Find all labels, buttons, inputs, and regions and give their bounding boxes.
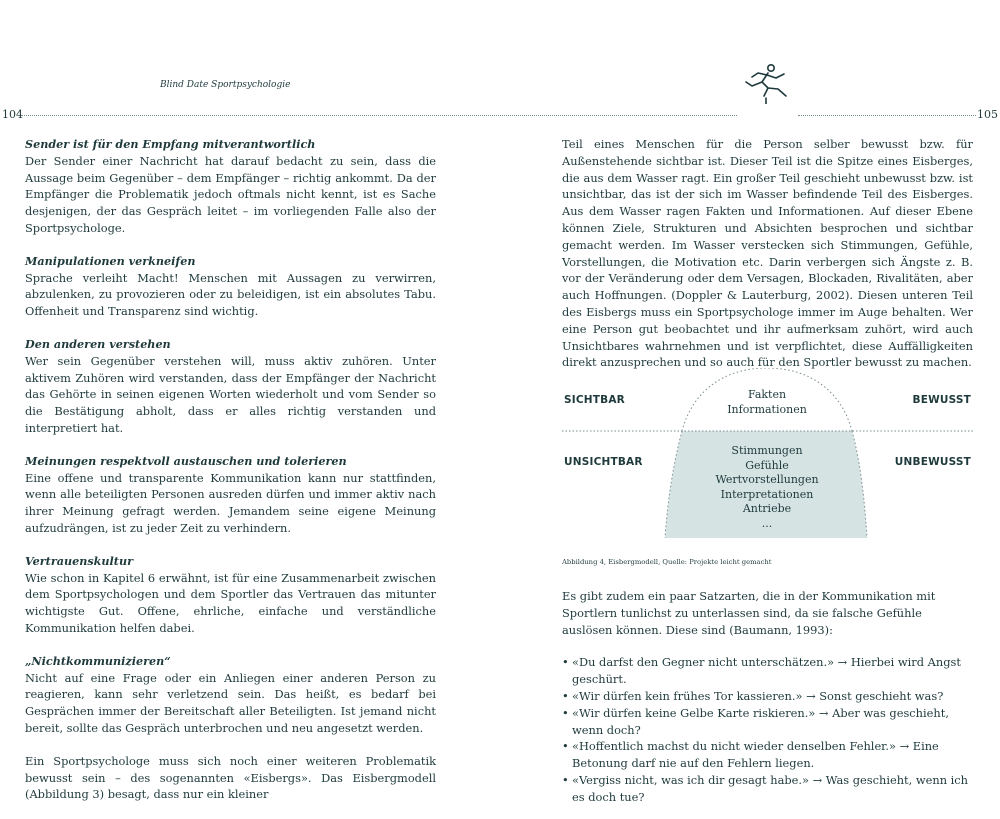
- iceberg-item: Antriebe: [742, 502, 792, 516]
- section-block: [25, 653, 436, 737]
- iceberg-item: Gefühle: [745, 458, 789, 472]
- list-item: [562, 738, 973, 772]
- label-unbewusst: UNBEWUSST: [894, 456, 971, 468]
- list-item-text: «Hoffentlich machst du nicht wieder denselben Fehler.» → Eine Betonung darf nie auf den Fehlern liegen.: [572, 739, 939, 771]
- iceberg-item: Informationen: [727, 402, 807, 416]
- bullet-icon: •: [562, 739, 569, 754]
- iceberg-above-items: [682, 388, 852, 417]
- section-text: Wie schon in Kapitel 6 erwähnt, ist für eine Zusammenarbeit zwischen dem Sportpsychologen und dem Sportler das Vertrauen das mitunter wichtigste Gut. Offene, ehrliche, einfache und verständliche Kommunikation helfen dabei.: [25, 570, 436, 635]
- bullet-icon: •: [562, 705, 569, 720]
- figure-caption: Abbildung 4, Eisbergmodell, Quelle: Projekte leicht gemacht: [562, 558, 772, 566]
- section-text: Der Sender einer Nachricht hat darauf bedacht zu sein, dass die Aussage beim Gegenüber – dem Empfänger – richtig ankommt. Da der Empfänger die Problematik jedoch oftmals nicht kennt, ist es Sache desjenigen, der das Gespräch leitet – im vorliegenden Falle also der Sportpsychologe.: [25, 153, 436, 235]
- label-bewusst: BEWUSST: [912, 394, 971, 406]
- section-block: [25, 553, 436, 637]
- list-item-text: «Vergiss nicht, was ich dir gesagt habe.» → Was geschieht, wenn ich es doch tue?: [572, 772, 969, 804]
- left-column: [25, 136, 436, 819]
- section-block: [25, 753, 436, 803]
- running-title: Blind Date Sportpsychologie: [160, 80, 291, 90]
- page-number-left: 104: [2, 108, 23, 121]
- section-heading: Meinungen respektvoll austauschen und tolerieren: [25, 453, 347, 468]
- section-heading: Sender ist für den Empfang mitverantwortlich: [25, 137, 316, 151]
- label-unsichtbar: UNSICHTBAR: [564, 456, 643, 468]
- phrase-list: [562, 654, 973, 805]
- list-item: [562, 654, 973, 688]
- section-block: [25, 453, 436, 537]
- section-text: Nicht auf eine Frage oder ein Anliegen einer anderen Person zu reagieren, kann sehr verletzend sein. Das heißt, es bedarf bei Gesprächen immer der Bereitschaft aller Beteiligten. Ist jemand nicht bereit, sollte das Gespräch unterbrochen und neu angesetzt werden.: [25, 670, 436, 735]
- iceberg-item: Stimmungen: [731, 444, 803, 457]
- section-text: Wer sein Gegenüber verstehen will, muss aktiv zuhören. Unter aktivem Zuhören wird verstanden, dass der Empfänger der Nachricht das Gehörte in seinen eigenen Worten wiederholt und vom Sender so die Bestätigung abholt, dass er alles richtig verstanden und interpretiert hat.: [25, 353, 436, 435]
- list-item: [562, 705, 973, 739]
- right-column: [562, 136, 973, 371]
- section-block: [25, 253, 436, 320]
- iceberg-item: ...: [761, 516, 773, 530]
- iceberg-figure: [562, 368, 973, 543]
- after-figure-text: Es gibt zudem ein paar Satzarten, die in der Kommunikation mit Sportlern tunlichst zu unterlassen sind, da sie falsche Gefühle auslösen können. Diese sind (Baumann, 1993):: [562, 589, 936, 637]
- section-text: Eine offene und transparente Kommunikation kann nur stattfinden, wenn alle beteiligten Personen ausreden dürfen und immer aktiv nach ihrer Meinung gefragt werden. Jemandem seine eigene Meinung aufzudrängen, ist zu jeder Zeit zu verhindern.: [25, 470, 436, 535]
- iceberg-item: Wertvorstellungen: [715, 473, 819, 487]
- after-figure-section: [562, 588, 973, 806]
- section-block: [25, 336, 436, 437]
- iceberg-item: Interpretationen: [720, 487, 814, 501]
- section-heading: „Nichtkommunizieren“: [25, 653, 171, 668]
- iceberg-below-items: [682, 444, 852, 532]
- section-block: [25, 136, 436, 237]
- label-sichtbar: SICHTBAR: [564, 394, 625, 406]
- bullet-icon: •: [562, 688, 569, 703]
- header-rule-left: [22, 115, 737, 116]
- header-rule-right: [798, 115, 976, 116]
- list-item-text: «Wir dürfen kein frühes Tor kassieren.» → Sonst geschieht was?: [572, 688, 944, 703]
- list-item-text: «Du darfst den Gegner nicht unterschätzen.» → Hierbei wird Angst geschürt.: [572, 655, 961, 687]
- section-heading: Manipulationen verkneifen: [25, 253, 196, 268]
- list-item-text: «Wir dürfen keine Gelbe Karte riskieren.» → Aber was geschieht, wenn doch?: [572, 705, 949, 737]
- iceberg-item: Fakten: [747, 388, 787, 401]
- list-item: [562, 688, 973, 705]
- bullet-icon: •: [562, 655, 569, 670]
- section-text: Ein Sportpsychologe muss sich noch einer weiteren Problematik bewusst sein – des sogenannten «Eisbergs». Das Eisbergmodell (Abbildung 3) besagt, dass nur ein kleiner: [25, 753, 436, 802]
- section-text: Sprache verleiht Macht! Menschen mit Aussagen zu verwirren, abzulenken, zu provozieren oder zu beleidigen, ist ein absolutes Tabu. Offenheit und Transparenz sind wichtig.: [25, 270, 436, 319]
- list-item: [562, 772, 973, 806]
- page-number-right: 105: [977, 108, 998, 121]
- bullet-icon: •: [562, 772, 569, 787]
- right-column-intro: Teil eines Menschen für die Person selber bewusst bzw. für Außenstehende sichtbar ist. Dieser Teil ist die Spitze eines Eisberges, die aus dem Wasser ragt. Ein großer Teil geschieht unbewusst bzw. ist unsichtbar, das ist der sich im Wasser befindende Teil des Eisberges. Aus dem Wasser ragen Fakten und Informationen. Auf dieser Ebene können Ziele, Strukturen und Absichten besprochen und sichtbar gemacht werden. Im Wasser verstecken sich Stimmungen, Gefühle, Vorstellungen, die Motivation etc. Darin verbergen sich Ängste z. B. vor der Veränderung oder dem Versagen, Blockaden, Rivalitäten, aber auch Hoffnungen. (Doppler & Lauterburg, 2002). Diesen unteren Teil des Eisbergs muss ein Sportpsychologe immer im Auge behalten. Wer eine Person gut beobachtet und ihr aufmerksam zuhört, wird auch Unsichtbares wahrnehmen und ist verpflichtet, diese Auffälligkeiten direkt anzusprechen und so auch für den Sportler bewusst zu machen.: [562, 137, 973, 370]
- section-heading: Vertrauenskultur: [25, 553, 133, 568]
- running-athlete-logo-icon: [738, 62, 796, 104]
- section-heading: Den anderen verstehen: [25, 336, 171, 351]
